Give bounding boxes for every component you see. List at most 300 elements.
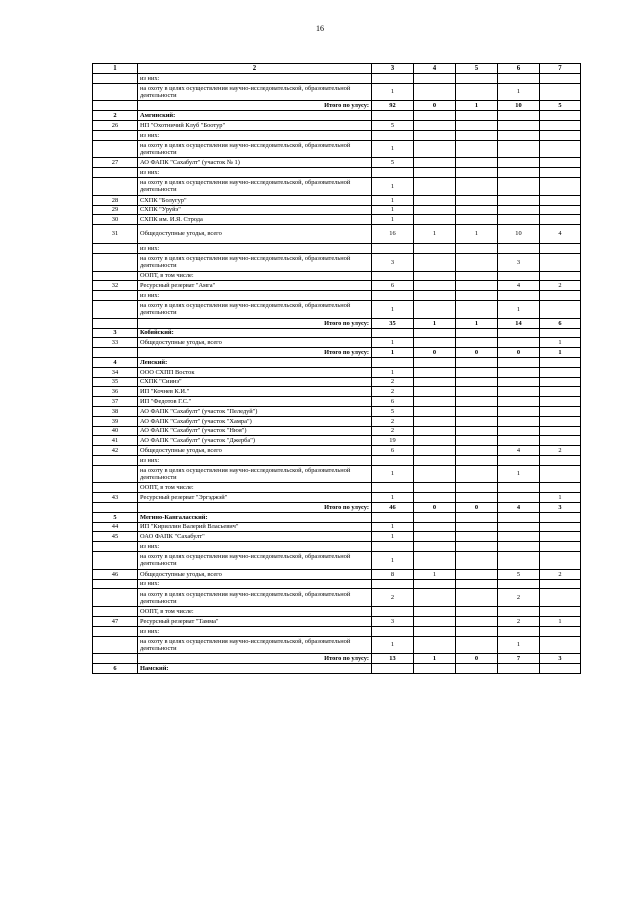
value-cell	[498, 512, 540, 522]
value-cell	[540, 300, 581, 318]
row-name: Намский:	[138, 664, 372, 674]
value-cell	[414, 455, 456, 465]
row-name: СХПК им. И.Я. Строда	[138, 215, 372, 225]
table-row	[93, 406, 581, 416]
row-name: ООПТ, в том числе:	[138, 271, 372, 281]
value-cell: 1	[372, 205, 414, 215]
value-cell: 6	[372, 397, 414, 407]
value-cell	[498, 493, 540, 503]
row-name: Ресурсный резерват "Тамма"	[138, 617, 372, 627]
row-number: 35	[93, 377, 138, 387]
value-cell: 1	[540, 493, 581, 503]
row-number	[93, 271, 138, 281]
district-row	[93, 357, 581, 367]
row-number: 2	[93, 111, 138, 121]
value-cell	[372, 73, 414, 83]
table-row	[93, 436, 581, 446]
table-row	[93, 607, 581, 617]
value-cell	[456, 607, 498, 617]
row-name: ООПТ, в том числе:	[138, 483, 372, 493]
value-cell	[414, 120, 456, 130]
value-cell	[540, 328, 581, 338]
row-number: 38	[93, 406, 138, 416]
row-name: СХПК "Болугур"	[138, 195, 372, 205]
table-row	[93, 542, 581, 552]
value-cell	[372, 626, 414, 636]
value-cell: 13	[372, 654, 414, 664]
value-cell	[456, 367, 498, 377]
value-cell	[414, 130, 456, 140]
table-row	[93, 281, 581, 291]
value-cell: 1	[372, 195, 414, 205]
value-cell	[498, 552, 540, 570]
column-header: 3	[372, 64, 414, 74]
value-cell	[414, 111, 456, 121]
value-cell: 16	[372, 225, 414, 244]
row-name: АО ФАПК "Сахабулт" (участок "Джерба")	[138, 436, 372, 446]
value-cell: 0	[414, 348, 456, 358]
row-number	[93, 73, 138, 83]
value-cell	[540, 397, 581, 407]
row-name: Кобяйский:	[138, 328, 372, 338]
value-cell	[456, 493, 498, 503]
row-number: 26	[93, 120, 138, 130]
value-cell	[498, 542, 540, 552]
row-name: из них:	[138, 579, 372, 589]
value-cell	[498, 387, 540, 397]
value-cell	[414, 465, 456, 483]
row-number	[93, 243, 138, 253]
table-row	[93, 140, 581, 158]
value-cell	[540, 73, 581, 83]
value-cell	[456, 522, 498, 532]
row-number	[93, 140, 138, 158]
table-row	[93, 215, 581, 225]
row-number	[93, 579, 138, 589]
row-name: Общедоступные угодья, всего	[138, 225, 372, 244]
value-cell	[414, 140, 456, 158]
value-cell	[456, 111, 498, 121]
row-number	[93, 177, 138, 195]
row-name: на охоту в целях осуществления научно-исследовательской, образовательной деятельности	[138, 177, 372, 195]
row-number: 30	[93, 215, 138, 225]
value-cell	[540, 542, 581, 552]
value-cell: 1	[372, 636, 414, 654]
row-name: из них:	[138, 626, 372, 636]
value-cell: 1	[372, 177, 414, 195]
row-number: 6	[93, 664, 138, 674]
row-name: Итого по улусу:	[138, 348, 372, 358]
value-cell: 5	[372, 406, 414, 416]
value-cell	[456, 140, 498, 158]
value-cell: 3	[372, 617, 414, 627]
value-cell: 4	[498, 281, 540, 291]
value-cell: 1	[498, 83, 540, 101]
table-row	[93, 522, 581, 532]
value-cell	[414, 579, 456, 589]
value-cell	[456, 512, 498, 522]
table-row	[93, 617, 581, 627]
value-cell	[498, 416, 540, 426]
row-number: 29	[93, 205, 138, 215]
row-name: на охоту в целях осуществления научно-исследовательской, образовательной деятельности	[138, 552, 372, 570]
value-cell	[372, 607, 414, 617]
value-cell	[540, 111, 581, 121]
column-header: 7	[540, 64, 581, 74]
total-row	[93, 503, 581, 513]
value-cell	[540, 367, 581, 377]
value-cell	[456, 455, 498, 465]
value-cell	[414, 589, 456, 607]
value-cell	[540, 483, 581, 493]
value-cell: 1	[414, 569, 456, 579]
row-number: 28	[93, 195, 138, 205]
value-cell	[540, 130, 581, 140]
value-cell	[498, 532, 540, 542]
row-number: 43	[93, 493, 138, 503]
value-cell	[456, 626, 498, 636]
value-cell	[540, 291, 581, 301]
value-cell	[456, 291, 498, 301]
table-row	[93, 225, 581, 244]
value-cell	[372, 512, 414, 522]
value-cell: 2	[372, 387, 414, 397]
row-name: СХПК "Уруйэ"	[138, 205, 372, 215]
table-row	[93, 338, 581, 348]
value-cell: 4	[498, 446, 540, 456]
row-name: Ленский:	[138, 357, 372, 367]
row-number	[93, 589, 138, 607]
table-row	[93, 271, 581, 281]
row-name: на охоту в целях осуществления научно-исследовательской, образовательной деятельности	[138, 140, 372, 158]
value-cell	[498, 195, 540, 205]
value-cell	[372, 130, 414, 140]
value-cell: 5	[540, 101, 581, 111]
value-cell	[498, 377, 540, 387]
row-number	[93, 626, 138, 636]
value-cell	[498, 120, 540, 130]
value-cell	[456, 243, 498, 253]
value-cell	[456, 338, 498, 348]
value-cell: 2	[540, 569, 581, 579]
value-cell	[456, 281, 498, 291]
value-cell	[414, 338, 456, 348]
row-name: Общедоступные угодья, всего	[138, 569, 372, 579]
table-row	[93, 291, 581, 301]
value-cell	[456, 589, 498, 607]
row-number	[93, 636, 138, 654]
value-cell: 0	[414, 101, 456, 111]
row-name: из них:	[138, 542, 372, 552]
table-row	[93, 377, 581, 387]
table-row	[93, 387, 581, 397]
value-cell: 2	[372, 426, 414, 436]
value-cell: 1	[372, 493, 414, 503]
value-cell	[498, 111, 540, 121]
value-cell	[456, 446, 498, 456]
value-cell	[414, 205, 456, 215]
value-cell	[498, 436, 540, 446]
value-cell	[540, 215, 581, 225]
row-number: 44	[93, 522, 138, 532]
table-row	[93, 446, 581, 456]
value-cell: 1	[372, 522, 414, 532]
row-name: на охоту в целях осуществления научно-исследовательской, образовательной деятельности	[138, 83, 372, 101]
value-cell	[540, 512, 581, 522]
value-cell: 3	[498, 253, 540, 271]
row-number	[93, 542, 138, 552]
value-cell: 1	[540, 348, 581, 358]
table-row	[93, 636, 581, 654]
row-name: Мегино-Кангаласский:	[138, 512, 372, 522]
value-cell	[456, 215, 498, 225]
value-cell	[498, 455, 540, 465]
value-cell	[414, 397, 456, 407]
row-name: Амгинский:	[138, 111, 372, 121]
table-row	[93, 253, 581, 271]
value-cell: 92	[372, 101, 414, 111]
value-cell: 3	[372, 253, 414, 271]
value-cell	[456, 328, 498, 338]
value-cell	[456, 195, 498, 205]
value-cell	[540, 177, 581, 195]
table-row	[93, 195, 581, 205]
value-cell	[456, 205, 498, 215]
row-name: на охоту в целях осуществления научно-исследовательской, образовательной деятельности	[138, 300, 372, 318]
value-cell: 2	[540, 446, 581, 456]
row-number: 46	[93, 569, 138, 579]
value-cell	[540, 253, 581, 271]
row-name: АО ФАПК "Сахабулт" (участок "Пеледуй")	[138, 406, 372, 416]
value-cell	[540, 465, 581, 483]
value-cell	[456, 636, 498, 654]
value-cell	[414, 522, 456, 532]
value-cell: 1	[372, 348, 414, 358]
value-cell: 6	[540, 318, 581, 328]
value-cell	[498, 367, 540, 377]
value-cell: 1	[372, 215, 414, 225]
row-name: Итого по улусу:	[138, 101, 372, 111]
value-cell	[456, 83, 498, 101]
value-cell	[456, 569, 498, 579]
value-cell	[414, 271, 456, 281]
row-name: ИП "Кириллин Валерий Власьевич"	[138, 522, 372, 532]
value-cell	[498, 607, 540, 617]
district-row	[93, 111, 581, 121]
row-name: из них:	[138, 291, 372, 301]
row-number	[93, 83, 138, 101]
table-row	[93, 426, 581, 436]
value-cell: 0	[456, 348, 498, 358]
value-cell: 1	[372, 552, 414, 570]
row-name: ОАО ФАПК "Сахабулт"	[138, 532, 372, 542]
value-cell	[540, 271, 581, 281]
value-cell	[456, 130, 498, 140]
table-row	[93, 243, 581, 253]
row-number	[93, 607, 138, 617]
value-cell	[498, 215, 540, 225]
value-cell	[414, 73, 456, 83]
value-cell	[540, 168, 581, 178]
value-cell	[498, 328, 540, 338]
value-cell: 5	[372, 120, 414, 130]
column-header: 4	[414, 64, 456, 74]
value-cell	[372, 579, 414, 589]
value-cell	[540, 579, 581, 589]
value-cell	[372, 542, 414, 552]
value-cell	[456, 552, 498, 570]
value-cell: 3	[540, 503, 581, 513]
value-cell	[414, 436, 456, 446]
value-cell	[414, 291, 456, 301]
value-cell	[540, 455, 581, 465]
value-cell	[414, 253, 456, 271]
value-cell: 1	[372, 532, 414, 542]
page-number: 16	[316, 24, 324, 33]
row-number: 39	[93, 416, 138, 426]
value-cell	[414, 532, 456, 542]
value-cell	[414, 300, 456, 318]
column-header: 2	[138, 64, 372, 74]
value-cell	[414, 664, 456, 674]
row-number: 3	[93, 328, 138, 338]
row-name: Итого по улусу:	[138, 318, 372, 328]
value-cell	[414, 552, 456, 570]
value-cell	[414, 542, 456, 552]
row-name: Ресурсный резерват "Амга"	[138, 281, 372, 291]
row-number: 31	[93, 225, 138, 244]
table-row	[93, 158, 581, 168]
value-cell	[414, 483, 456, 493]
value-cell	[372, 291, 414, 301]
value-cell	[498, 426, 540, 436]
value-cell	[372, 168, 414, 178]
row-number	[93, 130, 138, 140]
value-cell: 1	[456, 101, 498, 111]
value-cell: 1	[414, 225, 456, 244]
value-cell	[498, 483, 540, 493]
value-cell	[456, 617, 498, 627]
value-cell	[540, 522, 581, 532]
table-row	[93, 397, 581, 407]
row-number	[93, 465, 138, 483]
row-number	[93, 348, 138, 358]
value-cell	[498, 522, 540, 532]
table-row	[93, 532, 581, 542]
value-cell	[414, 416, 456, 426]
total-row	[93, 654, 581, 664]
value-cell	[414, 607, 456, 617]
value-cell	[456, 532, 498, 542]
value-cell	[540, 120, 581, 130]
table-row	[93, 168, 581, 178]
value-cell	[498, 177, 540, 195]
value-cell	[372, 455, 414, 465]
value-cell: 1	[372, 300, 414, 318]
value-cell	[498, 130, 540, 140]
table-row	[93, 579, 581, 589]
value-cell: 1	[498, 636, 540, 654]
row-number	[93, 168, 138, 178]
value-cell	[456, 416, 498, 426]
value-cell: 2	[372, 377, 414, 387]
table-row	[93, 493, 581, 503]
row-name: на охоту в целях осуществления научно-исследовательской, образовательной деятельности	[138, 636, 372, 654]
value-cell	[498, 73, 540, 83]
row-name: Итого по улусу:	[138, 654, 372, 664]
row-name: ИП "Федотов Г.С."	[138, 397, 372, 407]
table-row	[93, 130, 581, 140]
value-cell: 6	[372, 446, 414, 456]
value-cell: 5	[372, 158, 414, 168]
row-number	[93, 552, 138, 570]
value-cell	[540, 589, 581, 607]
value-cell	[540, 552, 581, 570]
row-number: 34	[93, 367, 138, 377]
value-cell	[540, 387, 581, 397]
row-name: Общедоступные угодья, всего	[138, 338, 372, 348]
value-cell	[498, 205, 540, 215]
value-cell: 2	[498, 617, 540, 627]
row-number: 36	[93, 387, 138, 397]
value-cell	[456, 483, 498, 493]
row-name: ООО СХПП Восток	[138, 367, 372, 377]
value-cell: 1	[498, 465, 540, 483]
row-name: СХПК "Сиинэ"	[138, 377, 372, 387]
value-cell	[540, 243, 581, 253]
value-cell: 0	[498, 348, 540, 358]
row-number	[93, 503, 138, 513]
value-cell	[414, 367, 456, 377]
value-cell	[540, 426, 581, 436]
value-cell	[540, 83, 581, 101]
value-cell: 7	[498, 654, 540, 664]
value-cell	[540, 205, 581, 215]
row-number	[93, 654, 138, 664]
value-cell	[540, 626, 581, 636]
table-row	[93, 83, 581, 101]
value-cell: 4	[540, 225, 581, 244]
value-cell	[414, 626, 456, 636]
table-row	[93, 552, 581, 570]
value-cell: 1	[540, 338, 581, 348]
value-cell: 4	[498, 503, 540, 513]
value-cell	[372, 664, 414, 674]
row-number	[93, 253, 138, 271]
value-cell: 2	[372, 589, 414, 607]
value-cell	[372, 111, 414, 121]
value-cell	[414, 83, 456, 101]
value-cell	[456, 465, 498, 483]
value-cell	[498, 243, 540, 253]
value-cell	[540, 636, 581, 654]
table-row	[93, 177, 581, 195]
value-cell	[414, 377, 456, 387]
row-name: ИП "Кочнев К.И."	[138, 387, 372, 397]
value-cell	[540, 436, 581, 446]
row-name: на охоту в целях осуществления научно-исследовательской, образовательной деятельности	[138, 465, 372, 483]
row-name: из них:	[138, 130, 372, 140]
row-name: Ресурсный резерват "Эргэджэй"	[138, 493, 372, 503]
table-header-row	[93, 64, 581, 74]
value-cell: 10	[498, 101, 540, 111]
table-row	[93, 205, 581, 215]
row-name: АО ФАПК "Сахабулт" (участок № 1)	[138, 158, 372, 168]
value-cell	[498, 271, 540, 281]
value-cell	[456, 397, 498, 407]
value-cell: 10	[498, 225, 540, 244]
value-cell: 1	[372, 338, 414, 348]
